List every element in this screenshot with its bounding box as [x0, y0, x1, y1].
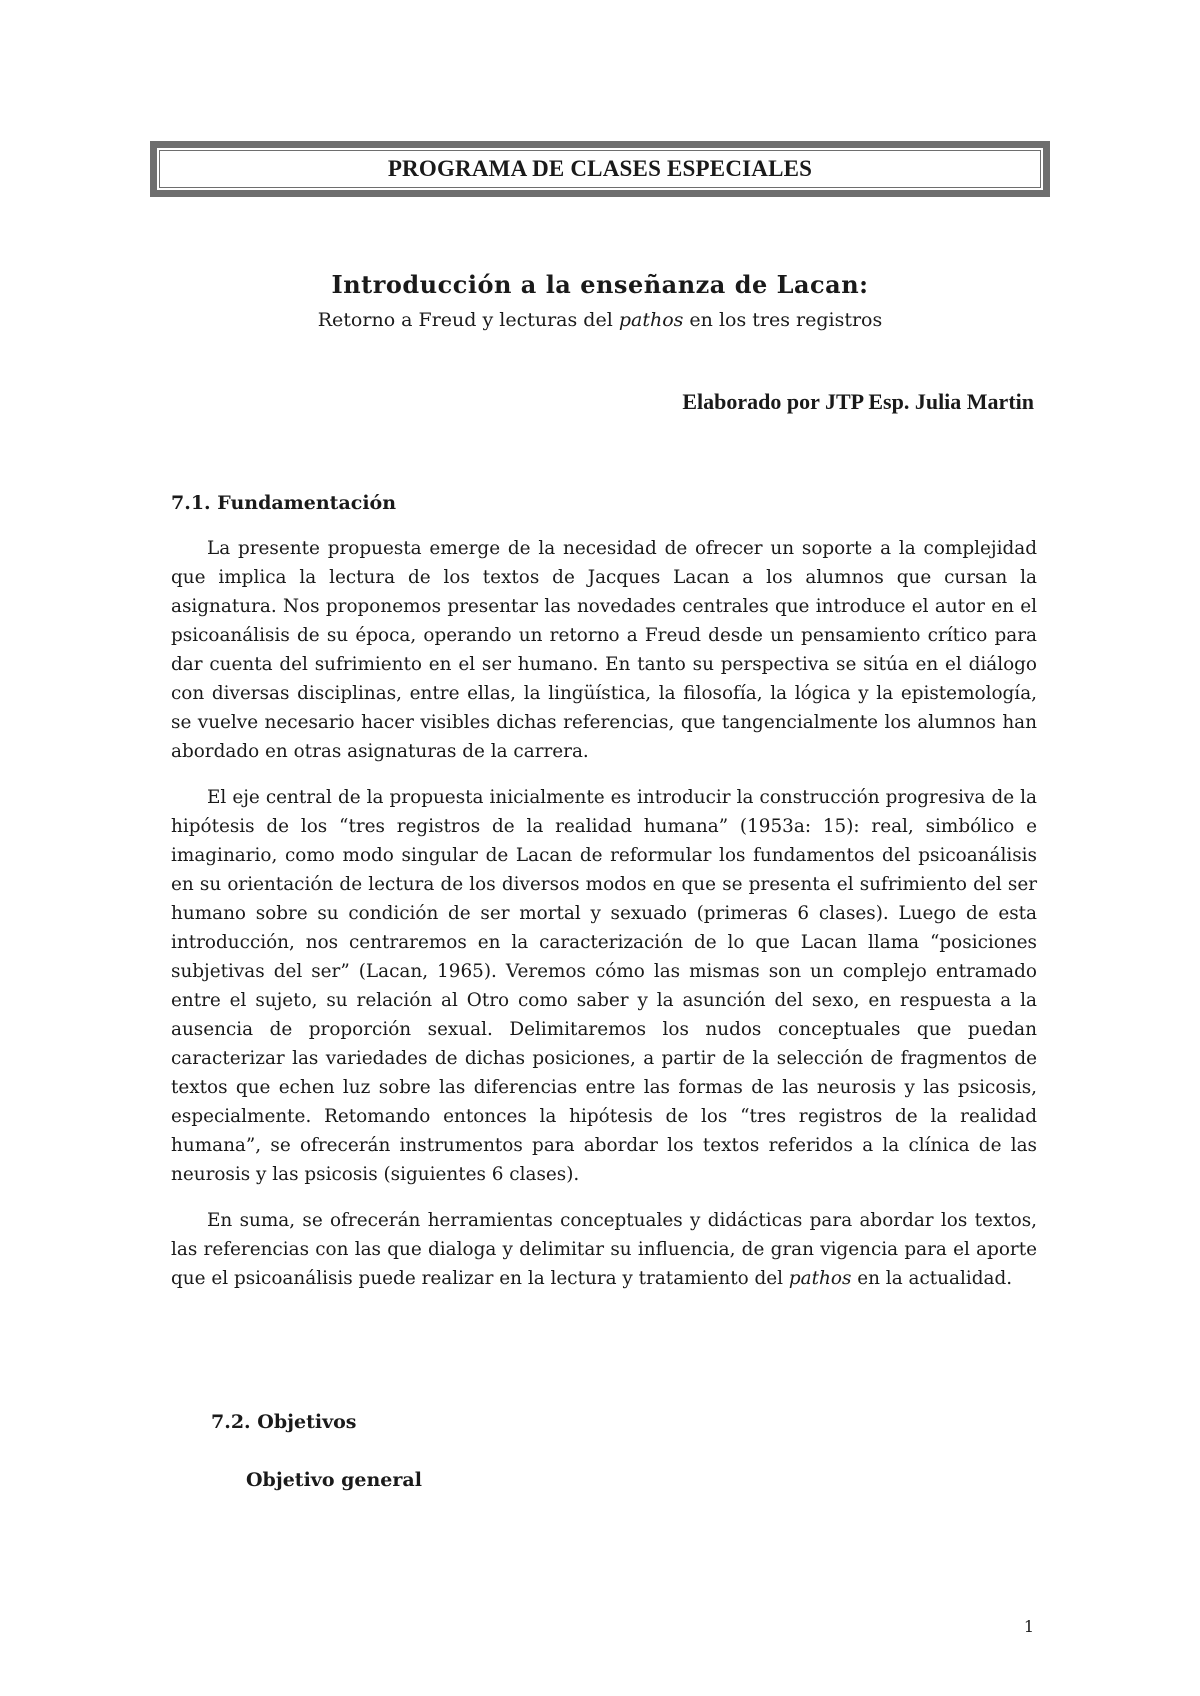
document-title: Introducción a la enseñanza de Lacan: [331, 270, 869, 299]
subtitle-part-1: Retorno a Freud y lecturas del [317, 309, 619, 331]
section-heading-objetivos: 7.2. Objetivos [211, 1411, 357, 1433]
program-banner [150, 141, 1050, 197]
paragraph-3 [171, 1206, 1037, 1293]
fundamentacion-body [171, 534, 1037, 1310]
subtitle-part-2: en los tres registros [683, 309, 883, 331]
paragraph-3-italic-pathos: pathos [788, 1268, 852, 1289]
author-line: Elaborado por JTP Esp. Julia Martin [682, 389, 1034, 414]
section-heading-fundamentacion: 7.1. Fundamentación [171, 492, 397, 514]
paragraph-2: El eje central de la propuesta inicialmente es introducir la construcción progresiva de la hipótesis de los “tres registros de la realidad humana” (1953a: 15): real, simbólico e imaginario, como modo singular de Lacan de reformular los fundamentos del psicoanálisis en su orientación de lectura de los diversos modos en que se presenta el sufrimiento del ser humano sobre su condición de ser mortal y sexuado (primeras 6 clases). Luego de esta introducción, nos centraremos en la caracterización de lo que Lacan llama “posiciones subjetivas del ser” (Lacan, 1965). Veremos cómo las mismas son un complejo entramado entre el sujeto, su relación al Otro como saber y la asunción del sexo, en respuesta a la ausencia de proporción sexual. Delimitaremos los nudos conceptuales que puedan caracterizar las variedades de dichas posiciones, a partir de la selección de fragmentos de textos que echen luz sobre las diferencias entre las formas de las neurosis y las psicosis, especialmente. Retomando entonces la hipótesis de los “tres registros de la realidad humana”, se ofrecerán instrumentos para abordar los textos referidos a la clínica de las neurosis y las psicosis (siguientes 6 clases). [171, 787, 1037, 1185]
paragraph-1: La presente propuesta emerge de la necesidad de ofrecer un soporte a la complejidad que implica la lectura de los textos de Jacques Lacan a los alumnos que cursan la asignatura. Nos proponemos presentar las novedades centrales que introduce el autor en el psicoanálisis de su época, operando un retorno a Freud desde un pensamiento crítico para dar cuenta del sufrimiento en el ser humano. En tanto su perspectiva se sitúa en el diálogo con diversas disciplinas, entre ellas, la lingüística, la filosofía, la lógica y la epistemología, se vuelve necesario hacer visibles dichas referencias, que tangencialmente los alumnos han abordado en otras asignaturas de la carrera. [171, 538, 1037, 762]
subheading-objetivo-general: Objetivo general [246, 1469, 422, 1491]
document-subtitle [150, 309, 1050, 331]
program-banner-title: PROGRAMA DE CLASES ESPECIALES [159, 150, 1041, 188]
page-number: 1 [1023, 1617, 1034, 1636]
paragraph-3-part-2: en la actualidad. [851, 1268, 1013, 1289]
subtitle-italic-pathos: pathos [618, 309, 684, 331]
paragraph-3-part-1: En suma, se ofrecerán herramientas conceptuales y didácticas para abordar los textos, las referencias con las que dialoga y delimitar su influencia, de gran vigencia para el aporte que el psicoanálisis puede realizar en la lectura y tratamiento del [171, 1210, 1037, 1289]
